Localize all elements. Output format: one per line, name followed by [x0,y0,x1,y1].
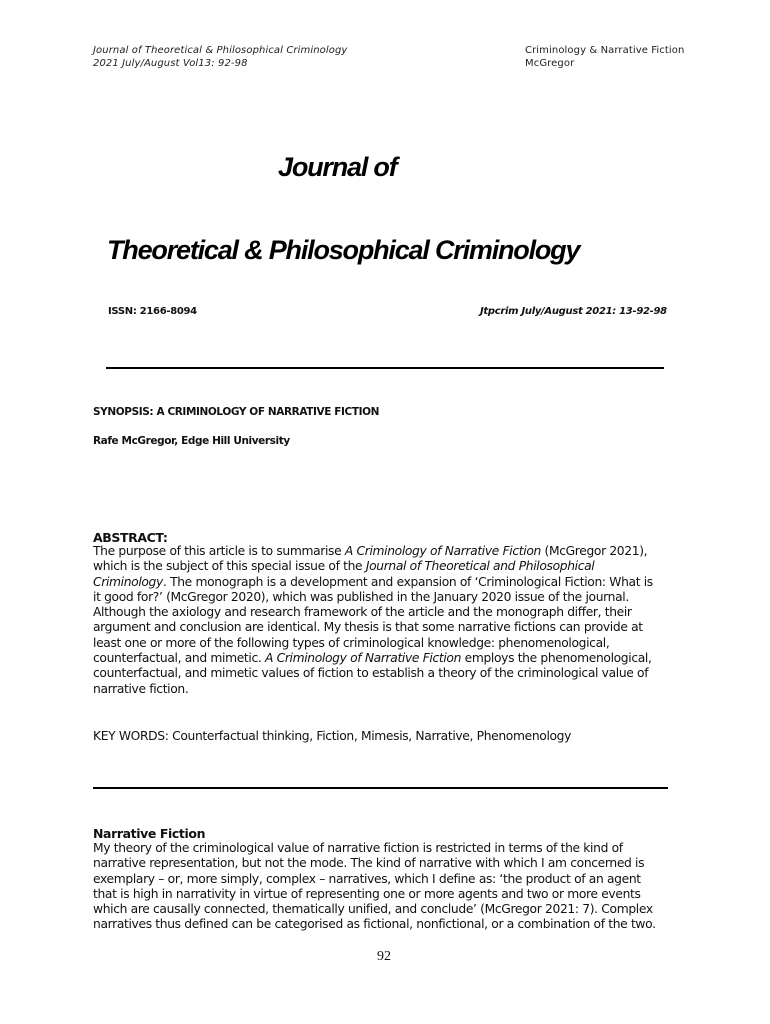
abstract-text-segment: which is the subject of this special issue of the [93,559,366,574]
abstract-text-segment: The purpose of this article is to summarise [93,544,345,558]
abstract-line [93,559,683,574]
abstract-line [93,682,683,697]
abstract-text-segment: employs the phenomenological, [461,651,652,666]
section-line: which are causally connected, thematically unified, and conclude’ (McGregor 2021: 7). Complex [93,902,653,917]
abstract-text-segment: narrative fiction. [93,681,189,696]
abstract-italic-segment: Journal of Theoretical and Philosophical [365,559,595,574]
section-line: exemplary – or, more simply, complex – narratives, which I define as: ‘the product of an agent [93,871,641,886]
abstract-line [93,605,683,620]
abstract-text-segment: it good for?’ (McGregor 2020), which was published in the January 2020 issue of the journal. [93,589,629,604]
abstract-heading: ABSTRACT: [93,530,168,545]
section-heading: Narrative Fiction [93,826,206,841]
abstract-body [93,544,683,697]
abstract-line [93,651,683,666]
journal-title-line2: Theoretical & Philosophical Criminology [107,235,580,265]
running-head-left [93,44,347,70]
abstract-text-segment: Although the axiology and research framework of the article and the monograph differ, their [93,605,632,620]
section-line: My theory of the criminological value of narrative fiction is restricted in terms of the kind of [93,841,623,855]
page-number: 92 [377,949,391,964]
abstract-text-segment: least one or more of the following types of criminological knowledge: phenomenological, [93,635,610,650]
citation: Jtpcrim July/August 2021: 13-92-98 [480,306,667,317]
running-head-journal: Journal of Theoretical & Philosophical Criminology [93,45,348,56]
abstract-line [93,620,683,635]
abstract-line [93,575,683,590]
abstract-text-segment: . The monograph is a development and expansion of ‘Criminological Fiction: What is [162,574,653,589]
abstract-divider [93,787,668,789]
section-line: that is high in narrativity in virtue of representing one or more agents and two or more events [93,886,641,901]
section-line: narratives thus defined can be categorised as fictional, nonfictional, or a combination of the two. [93,917,656,932]
article-author: Rafe McGregor, Edge Hill University [93,435,290,447]
abstract-line [93,636,683,651]
abstract-italic-segment: A Criminology of Narrative Fiction [264,651,462,666]
running-head-issue: 2021 July/August Vol13: 92-98 [93,58,248,69]
abstract-line [93,666,683,681]
abstract-text-segment: counterfactual, and mimetic. [93,651,265,666]
abstract-text-segment: argument and conclusion are identical. My thesis is that some narrative fictions can provide at [93,620,643,635]
abstract-text-segment: (McGregor 2021), [540,544,648,558]
abstract-italic-segment: Criminology [93,574,163,589]
journal-title-line1: Journal of [278,152,397,182]
issn: ISSN: 2166-8094 [108,306,197,317]
section-line: narrative representation, but not the mode. The kind of narrative with which I am concerned is [93,856,645,871]
running-head-author: McGregor [525,58,575,69]
abstract-line [93,544,683,559]
abstract-italic-segment: A Criminology of Narrative Fiction [344,544,541,558]
keywords: KEY WORDS: Counterfactual thinking, Fiction, Mimesis, Narrative, Phenomenology [93,729,572,743]
abstract-line [93,590,683,605]
masthead-divider [106,367,664,369]
article-title: SYNOPSIS: A CRIMINOLOGY OF NARRATIVE FICTION [93,406,380,418]
running-head-short-title: Criminology & Narrative Fiction [525,45,685,56]
section-body [93,841,683,933]
running-head-right [525,44,684,70]
abstract-text-segment: counterfactual, and mimetic values of fiction to establish a theory of the criminological value of [93,666,649,681]
